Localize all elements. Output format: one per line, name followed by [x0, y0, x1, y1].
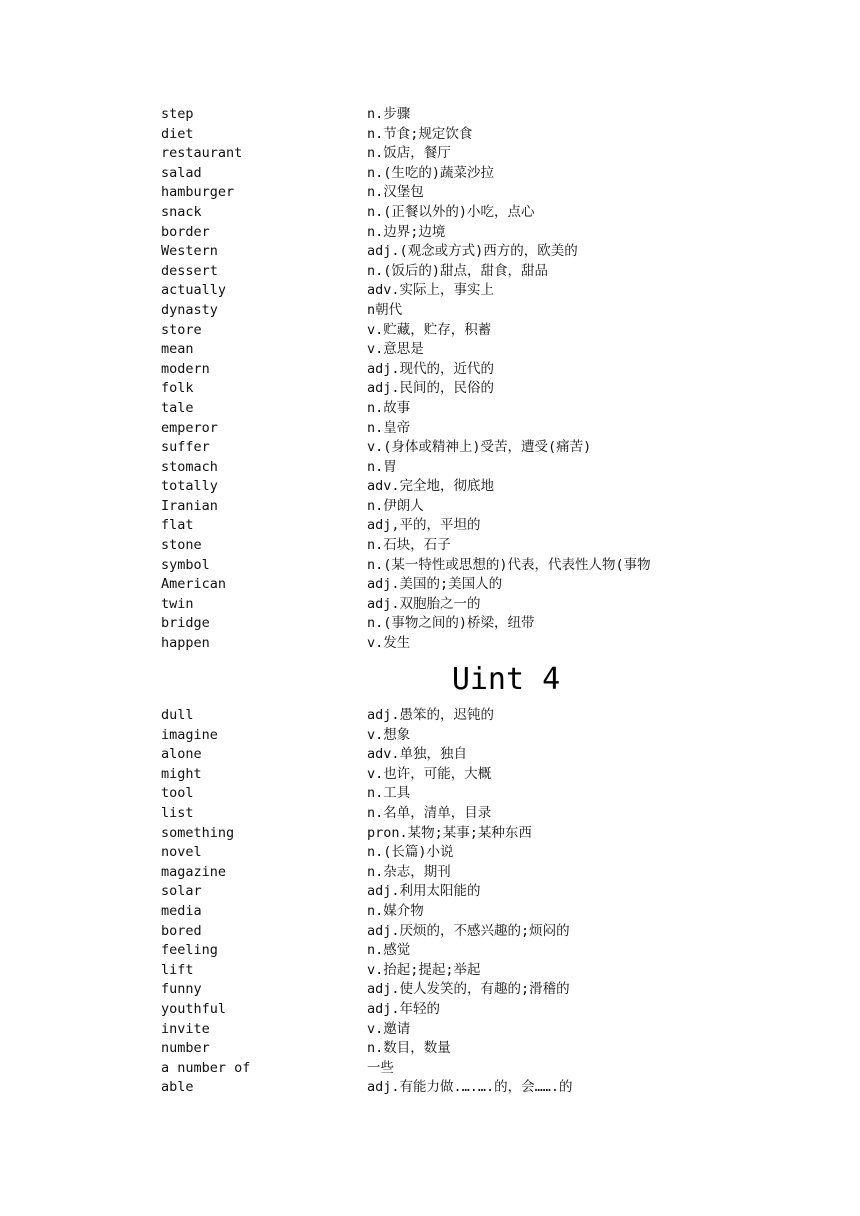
vocab-word: happen	[161, 635, 210, 652]
vocab-meaning: adj.厌烦的，不感兴趣的;烦闷的	[367, 922, 570, 939]
vocab-row	[161, 1039, 701, 1059]
vocab-word: salad	[161, 164, 202, 181]
vocab-word: tool	[161, 785, 194, 802]
vocab-meaning: n.工具	[367, 785, 411, 802]
vocab-row	[161, 516, 701, 536]
vocab-meaning: v.抬起;提起;举起	[367, 961, 481, 978]
vocab-meaning: v.也许，可能，大概	[367, 765, 492, 782]
vocab-word: lift	[161, 961, 194, 978]
vocab-row	[161, 595, 701, 615]
vocab-word: store	[161, 321, 202, 338]
vocab-word: step	[161, 106, 194, 122]
vocab-meaning: adj.利用太阳能的	[367, 883, 481, 900]
vocab-word: bridge	[161, 615, 210, 632]
vocab-word: flat	[161, 517, 194, 534]
vocab-meaning: pron.某物;某事;某种东西	[367, 824, 532, 841]
vocab-word: bored	[161, 922, 202, 939]
vocab-meaning: n.名单，清单，目录	[367, 804, 492, 821]
vocab-word: Western	[161, 243, 218, 260]
vocab-row	[161, 575, 701, 595]
vocab-row	[161, 183, 701, 203]
vocab-word: modern	[161, 360, 210, 377]
vocab-row	[161, 360, 701, 380]
vocab-meaning: n.感觉	[367, 942, 411, 959]
vocab-row	[161, 262, 701, 282]
vocab-row	[161, 419, 701, 439]
vocab-meaning: n.(长篇)小说	[367, 844, 454, 861]
vocab-row	[161, 144, 701, 164]
vocab-meaning: n.饭店，餐厅	[367, 145, 451, 162]
vocab-meaning: n.故事	[367, 399, 411, 416]
vocab-word: dynasty	[161, 301, 218, 318]
vocab-word: list	[161, 804, 194, 821]
vocab-row	[161, 536, 701, 556]
vocab-row	[161, 301, 701, 321]
vocab-word: stone	[161, 537, 202, 554]
vocab-word: emperor	[161, 419, 218, 436]
vocab-row	[161, 961, 701, 981]
unit-heading: Uint 4	[451, 662, 561, 697]
vocab-meaning: adv.实际上，事实上	[367, 282, 495, 299]
vocab-word: dessert	[161, 262, 218, 279]
vocab-meaning: adj.愚笨的，迟钝的	[367, 707, 495, 723]
vocab-word: might	[161, 765, 202, 782]
vocab-meaning: n.石块，石子	[367, 537, 451, 554]
vocab-row	[161, 458, 701, 478]
vocab-word: something	[161, 824, 235, 841]
vocab-row	[161, 242, 701, 262]
vocab-row	[161, 321, 701, 341]
vocab-word: diet	[161, 125, 194, 142]
vocab-word: actually	[161, 282, 227, 299]
vocab-row	[161, 824, 701, 844]
vocab-word: mean	[161, 341, 194, 358]
vocab-row	[161, 765, 701, 785]
vocab-word: tale	[161, 399, 194, 416]
vocab-row	[161, 902, 701, 922]
vocab-row	[161, 614, 701, 634]
vocab-row	[161, 105, 701, 125]
vocab-word: American	[161, 576, 227, 593]
vocab-word: twin	[161, 595, 194, 612]
vocab-word: solar	[161, 883, 202, 900]
vocab-row	[161, 1020, 701, 1040]
vocab-meaning: 一些	[367, 1059, 394, 1076]
vocab-word: border	[161, 223, 210, 240]
vocab-meaning: adj.使人发笑的，有趣的;滑稽的	[367, 981, 570, 998]
vocab-meaning: n.边界;边境	[367, 223, 446, 240]
vocab-word: a number of	[161, 1059, 251, 1076]
vocab-meaning: v.想象	[367, 726, 411, 743]
vocab-meaning: n朝代	[367, 301, 403, 318]
vocab-row	[161, 863, 701, 883]
vocab-meaning: v.邀请	[367, 1020, 411, 1037]
vocab-meaning: adv.单独，独自	[367, 746, 468, 763]
vocab-meaning: adj.现代的，近代的	[367, 360, 495, 377]
vocab-word: stomach	[161, 458, 218, 475]
vocab-row	[161, 497, 701, 517]
vocab-meaning: n.伊朗人	[367, 497, 424, 514]
vocab-word: able	[161, 1079, 194, 1096]
vocab-row	[161, 843, 701, 863]
vocab-meaning: n.皇帝	[367, 419, 411, 436]
vocab-meaning: n.数目，数量	[367, 1040, 451, 1057]
vocab-row	[161, 164, 701, 184]
vocab-word: funny	[161, 981, 202, 998]
vocab-word: restaurant	[161, 145, 243, 162]
vocab-meaning: n.(生吃的)蔬菜沙拉	[367, 164, 495, 181]
vocab-row	[161, 784, 701, 804]
vocab-row	[161, 1000, 701, 1020]
vocab-meaning: n.媒介物	[367, 902, 424, 919]
vocab-row	[161, 922, 701, 942]
vocab-meaning: n.(某一特性或思想的)代表，代表性人物(事物	[367, 556, 651, 573]
vocab-word: novel	[161, 844, 202, 861]
vocab-meaning: n.(事物之间的)桥梁，纽带	[367, 615, 535, 632]
vocab-row	[161, 980, 701, 1000]
vocab-word: dull	[161, 707, 194, 723]
vocab-row	[161, 706, 701, 726]
vocab-meaning: adj.美国的;美国人的	[367, 576, 503, 593]
vocab-list-section-one	[161, 105, 701, 654]
vocab-row	[161, 340, 701, 360]
vocab-row	[161, 223, 701, 243]
vocab-row	[161, 726, 701, 746]
vocab-word: imagine	[161, 726, 218, 743]
vocab-word: alone	[161, 746, 202, 763]
vocab-row	[161, 941, 701, 961]
vocab-word: Iranian	[161, 497, 218, 514]
vocab-meaning: n.(正餐以外的)小吃，点心	[367, 203, 535, 220]
vocab-meaning: v.(身体或精神上)受苦，遭受(痛苦)	[367, 439, 592, 456]
vocab-row	[161, 1078, 701, 1098]
vocab-meaning: adj.双胞胎之一的	[367, 595, 481, 612]
vocab-word: youthful	[161, 1000, 227, 1017]
vocab-meaning: n.汉堡包	[367, 184, 424, 201]
vocab-row	[161, 438, 701, 458]
vocab-list-section-two	[161, 706, 701, 1098]
vocab-meaning: adj.有能力做.….….的，会…….的	[367, 1079, 573, 1096]
vocab-meaning: v.意思是	[367, 341, 424, 358]
vocab-word: totally	[161, 478, 218, 495]
vocab-word: invite	[161, 1020, 210, 1037]
vocab-meaning: adj,平的，平坦的	[367, 517, 481, 534]
vocab-meaning: n.步骤	[367, 106, 411, 122]
vocab-word: feeling	[161, 942, 218, 959]
vocab-word: media	[161, 902, 202, 919]
vocab-row	[161, 556, 701, 576]
vocab-word: symbol	[161, 556, 210, 573]
vocab-row	[161, 125, 701, 145]
vocab-row	[161, 379, 701, 399]
vocab-row	[161, 281, 701, 301]
vocab-row	[161, 203, 701, 223]
vocab-meaning: n.节食;规定饮食	[367, 125, 473, 142]
vocab-row	[161, 804, 701, 824]
vocab-meaning: adj.年轻的	[367, 1000, 441, 1017]
vocab-meaning: n.(饭后的)甜点，甜食，甜品	[367, 262, 549, 279]
vocab-word: number	[161, 1040, 210, 1057]
vocab-word: hamburger	[161, 184, 235, 201]
vocab-row	[161, 745, 701, 765]
vocab-word: suffer	[161, 439, 210, 456]
vocab-meaning: v.发生	[367, 635, 411, 652]
vocab-word: folk	[161, 380, 194, 397]
vocab-row	[161, 477, 701, 497]
vocab-word: magazine	[161, 863, 227, 880]
vocab-meaning: adj.民间的，民俗的	[367, 380, 495, 397]
vocab-meaning: n.杂志，期刊	[367, 863, 451, 880]
vocab-meaning: n.胃	[367, 458, 397, 475]
vocab-row	[161, 399, 701, 419]
vocab-row	[161, 1059, 701, 1079]
vocab-meaning: v.贮藏，贮存，积蓄	[367, 321, 492, 338]
vocab-row	[161, 634, 701, 654]
vocab-meaning: adv.完全地，彻底地	[367, 478, 495, 495]
vocab-meaning: adj.(观念或方式)西方的，欧美的	[367, 243, 578, 260]
vocab-row	[161, 882, 701, 902]
vocab-word: snack	[161, 203, 202, 220]
